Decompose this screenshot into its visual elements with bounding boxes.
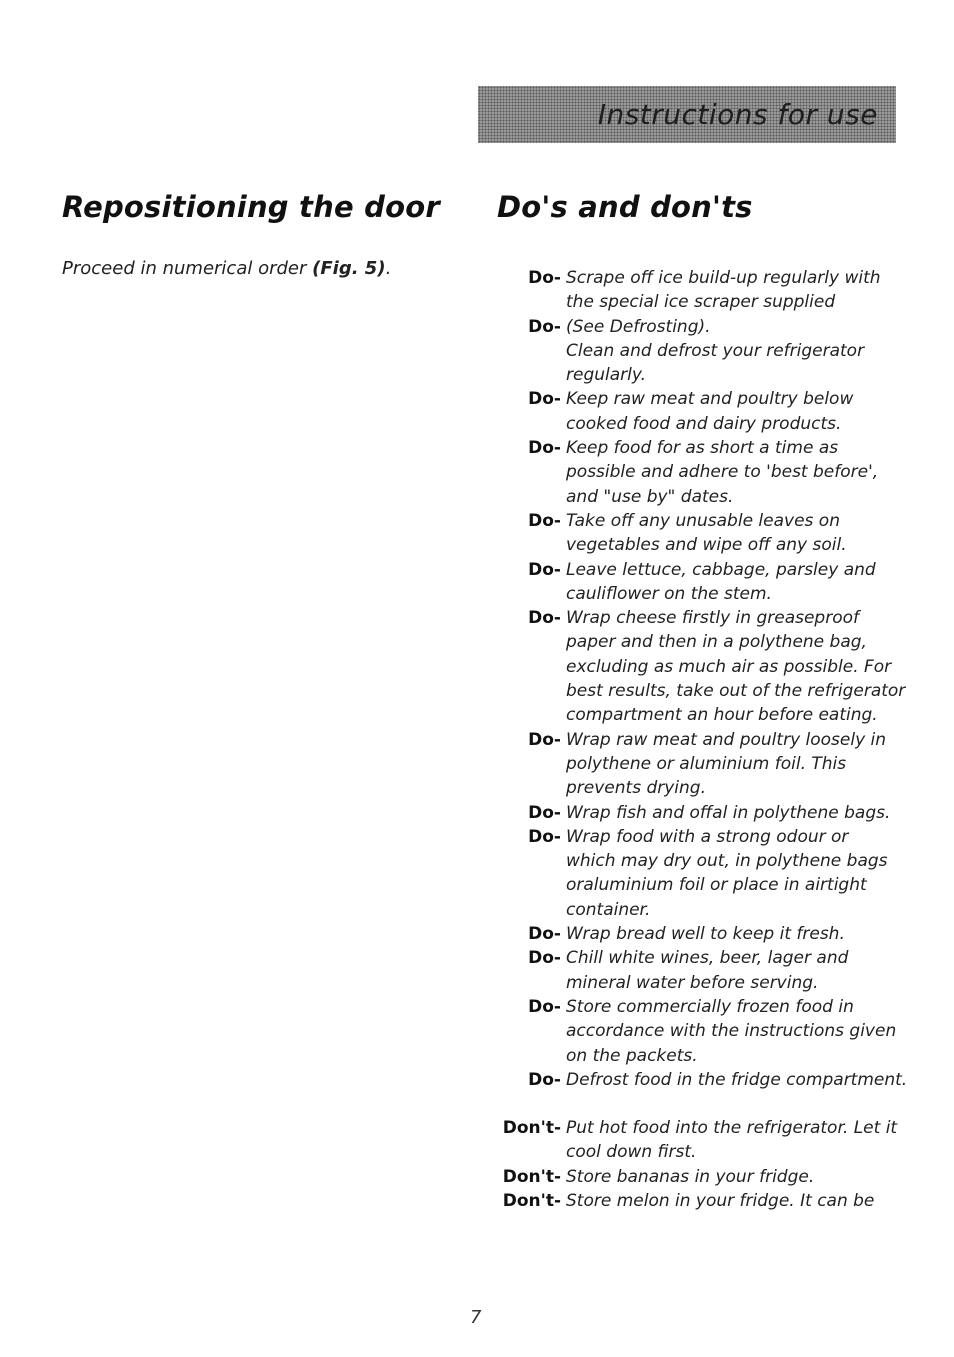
do-text-line: and "use by" dates. xyxy=(566,486,734,507)
do-label: Do- xyxy=(528,729,561,750)
dont-label: Don't- xyxy=(502,1166,561,1187)
do-text-line: compartment an hour before eating. xyxy=(566,705,878,726)
do-text-line: which may dry out, in polythene bags xyxy=(566,851,888,872)
do-item xyxy=(478,315,908,388)
do-text xyxy=(566,946,908,995)
section-banner xyxy=(478,86,896,143)
intro-fig-reference: (Fig. 5) xyxy=(312,258,386,279)
do-label: Do- xyxy=(528,996,561,1017)
do-label: Do- xyxy=(528,924,561,945)
dont-text-line: Put hot food into the refrigerator. Let it xyxy=(566,1118,898,1139)
do-text xyxy=(566,922,908,946)
do-label: Do- xyxy=(528,826,561,847)
do-text-line: Wrap raw meat and poultry loosely in xyxy=(566,729,887,750)
do-text-line: regularly. xyxy=(566,365,647,386)
do-label: Do- xyxy=(528,1069,561,1090)
dont-text xyxy=(566,1189,908,1213)
dont-text-line: cool down first. xyxy=(566,1142,697,1163)
intro-end: . xyxy=(385,258,392,279)
do-text-line: Wrap bread well to keep it fresh. xyxy=(566,924,845,945)
do-text-line: Wrap fish and offal in polythene bags. xyxy=(566,802,891,823)
do-text xyxy=(566,825,908,922)
dont-label: Don't- xyxy=(502,1118,561,1139)
do-item xyxy=(478,606,908,727)
do-text-line: Defrost food in the fridge compartment. xyxy=(566,1069,908,1090)
do-text-line: vegetables and wipe off any soil. xyxy=(566,535,847,556)
do-text-line: paper and then in a polythene bag, xyxy=(566,632,867,653)
banner-title: Instructions for use xyxy=(597,98,878,131)
do-text-line: cauliflower on the stem. xyxy=(566,583,772,604)
do-text xyxy=(566,387,908,436)
do-item xyxy=(478,387,908,436)
do-text-line: prevents drying. xyxy=(566,778,706,799)
dont-label: Don't- xyxy=(502,1190,561,1211)
do-text xyxy=(566,266,908,315)
do-label: Do- xyxy=(528,802,561,823)
do-item xyxy=(478,266,908,315)
do-text xyxy=(566,436,908,509)
do-item xyxy=(478,995,908,1068)
do-text-line: Keep food for as short a time as xyxy=(566,438,839,459)
do-text xyxy=(566,606,908,727)
do-text-line: polythene or aluminium foil. This xyxy=(566,753,847,774)
page-number: 7 xyxy=(470,1307,482,1328)
do-label: Do- xyxy=(528,316,561,337)
do-text xyxy=(566,558,908,607)
do-text-line: Leave lettuce, cabbage, parsley and xyxy=(566,559,876,580)
dont-list xyxy=(478,1116,908,1213)
intro-paragraph xyxy=(62,258,391,279)
dont-text-line: Store melon in your fridge. It can be xyxy=(566,1190,875,1211)
do-text xyxy=(566,315,908,388)
do-item xyxy=(478,922,908,946)
do-text-line: cooked food and dairy products. xyxy=(566,413,842,434)
do-text-line: Wrap cheese firstly in greaseproof xyxy=(566,608,859,629)
do-text-line: Chill white wines, beer, lager and xyxy=(566,948,849,969)
do-text-line: Wrap food with a strong odour or xyxy=(566,826,849,847)
dont-item xyxy=(478,1165,908,1189)
dont-text xyxy=(566,1165,908,1189)
do-item xyxy=(478,436,908,509)
do-label: Do- xyxy=(528,510,561,531)
list-spacer xyxy=(478,1092,908,1116)
do-text-line: container. xyxy=(566,899,651,920)
do-label: Do- xyxy=(528,559,561,580)
do-text-line: Scrape off ice build-up regularly with xyxy=(566,268,881,288)
do-text xyxy=(566,509,908,558)
do-label: Do- xyxy=(528,389,561,410)
do-item xyxy=(478,509,908,558)
do-text-line: Clean and defrost your refrigerator xyxy=(566,340,865,361)
do-text-line: accordance with the instructions given xyxy=(566,1021,897,1042)
do-text-line: (See Defrosting). xyxy=(566,316,711,337)
do-item xyxy=(478,1068,908,1092)
do-text-line: on the packets. xyxy=(566,1045,698,1066)
do-label: Do- xyxy=(528,608,561,629)
dont-text xyxy=(566,1116,908,1165)
do-item xyxy=(478,801,908,825)
do-text-line: oraluminium foil or place in airtight xyxy=(566,875,867,896)
do-text-line: the special ice scraper supplied xyxy=(566,292,836,313)
do-label: Do- xyxy=(528,268,561,288)
dont-text-line: Store bananas in your fridge. xyxy=(566,1166,815,1187)
do-item xyxy=(478,728,908,801)
do-text xyxy=(566,728,908,801)
do-item xyxy=(478,825,908,922)
do-text xyxy=(566,995,908,1068)
heading-dos-and-donts: Do's and don'ts xyxy=(497,190,753,224)
do-label: Do- xyxy=(528,948,561,969)
do-text-line: best results, take out of the refrigerator xyxy=(566,681,906,702)
do-item xyxy=(478,946,908,995)
do-text-line: mineral water before serving. xyxy=(566,972,819,993)
do-text xyxy=(566,801,908,825)
dont-item xyxy=(478,1189,908,1213)
intro-text: Proceed in numerical order xyxy=(62,258,307,279)
do-text-line: Take off any unusable leaves on xyxy=(566,510,840,531)
do-text-line: possible and adhere to 'best before', xyxy=(566,462,879,483)
dos-and-donts-list xyxy=(478,266,908,1213)
dont-item xyxy=(478,1116,908,1165)
do-text xyxy=(566,1068,908,1092)
do-item xyxy=(478,558,908,607)
do-text-line: Keep raw meat and poultry below xyxy=(566,389,854,410)
do-text-line: excluding as much air as possible. For xyxy=(566,656,892,677)
do-text-line: Store commercially frozen food in xyxy=(566,996,854,1017)
heading-repositioning-door: Repositioning the door xyxy=(62,190,440,224)
do-list xyxy=(478,266,908,1092)
do-label: Do- xyxy=(528,438,561,459)
